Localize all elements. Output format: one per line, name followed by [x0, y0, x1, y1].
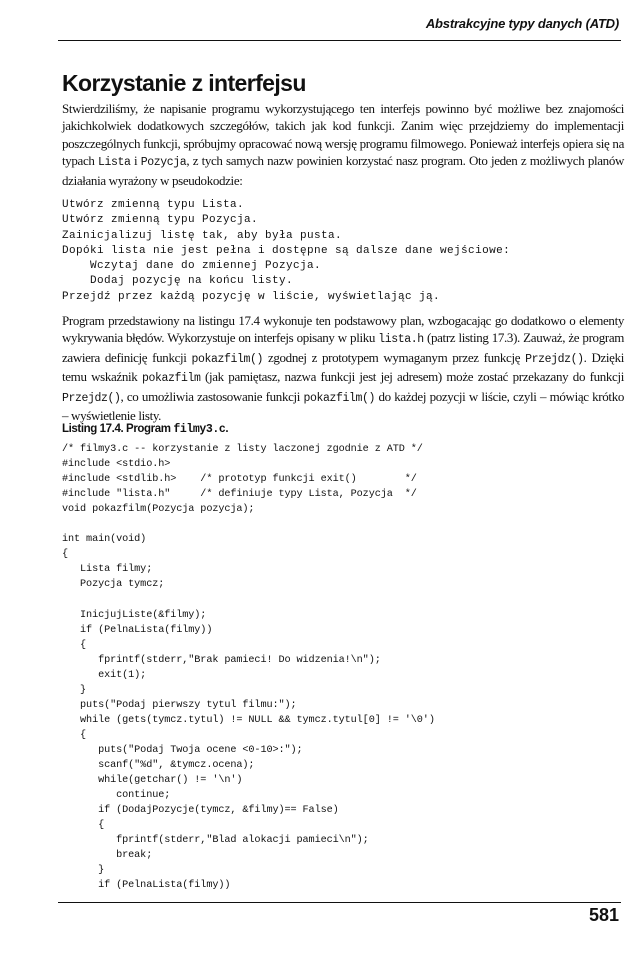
- code-line: int main(void): [62, 534, 147, 546]
- code-line: {: [62, 639, 87, 651]
- inline-code-przejdz-call: Przejdz(): [62, 391, 121, 405]
- code-line: {: [62, 729, 87, 741]
- code-line: puts("Podaj Twoja ocene <0-10>:");: [62, 744, 303, 756]
- code-line: fprintf(stderr,"Brak pamieci! Do widzenia!\n");: [62, 654, 381, 666]
- footer-rule: [58, 902, 621, 903]
- desc-text-3: zgodnej z prototypem wymaganym przez funkcję: [263, 349, 526, 365]
- code-line: #include <stdlib.h> /* prototyp funkcji exit() */: [62, 474, 417, 486]
- desc-text-6: , co umożliwia zastosowanie funkcji: [120, 388, 304, 404]
- pseudocode-line: Zainicjalizuj listę tak, aby była pusta.: [62, 229, 343, 242]
- code-line: {: [62, 549, 69, 561]
- code-line: if (PelnaLista(filmy)): [62, 624, 213, 636]
- page-number: 581: [588, 905, 619, 925]
- pseudocode-block: [62, 198, 510, 305]
- inline-code-przejdz: Przejdz(): [525, 352, 584, 366]
- pseudocode-line: Utwórz zmienną typu Lista.: [62, 199, 245, 211]
- inline-code-pokazfilm: pokazfilm(): [191, 352, 264, 366]
- header-rule: [58, 40, 621, 41]
- code-listing: [62, 442, 435, 893]
- pseudocode-line: Wczytaj dane do zmiennej Pozycja.: [62, 260, 322, 273]
- program-description-paragraph: [62, 312, 624, 424]
- code-line: InicjujListe(&filmy);: [62, 609, 207, 621]
- code-line: while(getchar() != '\n'): [62, 775, 243, 787]
- code-line: }: [62, 684, 87, 696]
- intro-text-3: , z tych samych nazw powinien korzystać nasz program. Oto jeden z możliwych planów działania wyrażony w pseudokodzie:: [62, 153, 625, 188]
- code-line: #include "lista.h" /* definiuje typy Lista, Pozycja */: [62, 489, 417, 501]
- code-line: #include <stdio.h>: [62, 459, 171, 471]
- code-line: Lista filmy;: [62, 564, 153, 576]
- code-line: }: [62, 865, 105, 877]
- code-line: while (gets(tymcz.tytul) != NULL && tymcz.tytul[0] != '\0'): [62, 714, 435, 726]
- pseudocode-line: Przejdź przez każdą pozycję w liście, wyświetlając ją.: [62, 290, 441, 303]
- code-line: Pozycja tymcz;: [62, 579, 165, 591]
- desc-text-7: do każdej pozycji w liście, czyli – mówiąc krótko – wyświetlenie listy.: [62, 388, 624, 424]
- code-line: /* filmy3.c -- korzystanie z listy laczonej zgodnie z ATD */: [62, 444, 423, 455]
- pseudocode-line: Dopóki lista nie jest pełna i dostępne są dalsze dane wejściowe:: [62, 244, 511, 257]
- code-line: if (DodajPozycje(tymcz, &filmy)== False): [62, 805, 339, 817]
- desc-text-2: (patrz listing 17.3). Zauważ, że program zawiera definicję funkcji: [62, 330, 625, 365]
- code-line: break;: [62, 850, 153, 862]
- intro-text-1: Stwierdziliśmy, że napisanie programu wykorzystującego ten interfejs powinno być możliwe bez znajomości jakichkolwiek dodatkowych szczegółów, takich jak kod funkcji. Zanim więc przejdziemy do implementacji poszczególnych funkcji, spróbujmy opracować nową wersję programu filmowego. Ponieważ interfejs opiera się na typach: [62, 101, 624, 169]
- inline-code-pozycja: Pozycja: [140, 156, 187, 170]
- listing-caption-filename: filmy3.c: [173, 423, 226, 436]
- code-line: [62, 592, 435, 607]
- desc-text-5: (jak pamiętasz, nazwa funkcji jest jej adresem) może zostać przekazany do funkcji: [200, 369, 624, 385]
- code-line: exit(1);: [62, 669, 147, 681]
- intro-text-2: i: [130, 153, 141, 169]
- listing-caption-prefix: Listing 17.4. Program: [62, 423, 174, 435]
- code-line: puts("Podaj pierwszy tytul filmu:");: [62, 699, 297, 711]
- code-line: [62, 517, 435, 532]
- pseudocode-line: Utwórz zmienną typu Pozycja.: [62, 214, 259, 227]
- code-line: fprintf(stderr,"Blad alokacji pamieci\n");: [62, 835, 369, 847]
- section-title: Korzystanie z interfejsu: [62, 70, 306, 96]
- inline-code-pokazfilm-func: pokazfilm(): [303, 391, 376, 405]
- inline-code-lista: Lista: [98, 156, 131, 170]
- code-line: continue;: [62, 790, 171, 802]
- listing-caption: [62, 423, 228, 436]
- code-line: {: [62, 820, 105, 832]
- desc-text-4: . Dzięki temu wskaźnik: [62, 349, 625, 385]
- code-line: scanf("%d", &tymcz.ocena);: [62, 759, 255, 771]
- running-header: Abstrakcyjne typy danych (ATD): [425, 16, 619, 31]
- listing-caption-suffix: .: [225, 423, 229, 435]
- code-line: if (PelnaLista(filmy)): [62, 880, 231, 892]
- desc-text-1: Program przedstawiony na listingu 17.4 wykonuje ten podstawowy plan, wzbogacając go dodatkowo o elementy wykrywania błędów. Wykorzystuje on interfejs opisany w pliku: [62, 313, 624, 346]
- pseudocode-line: Dodaj pozycję na końcu listy.: [62, 275, 294, 288]
- intro-paragraph: [62, 100, 624, 189]
- code-line: void pokazfilm(Pozycja pozycja);: [62, 504, 255, 516]
- inline-code-lista-h: lista.h: [378, 333, 424, 347]
- inline-code-pokazfilm-pointer: pokazfilm: [141, 372, 201, 386]
